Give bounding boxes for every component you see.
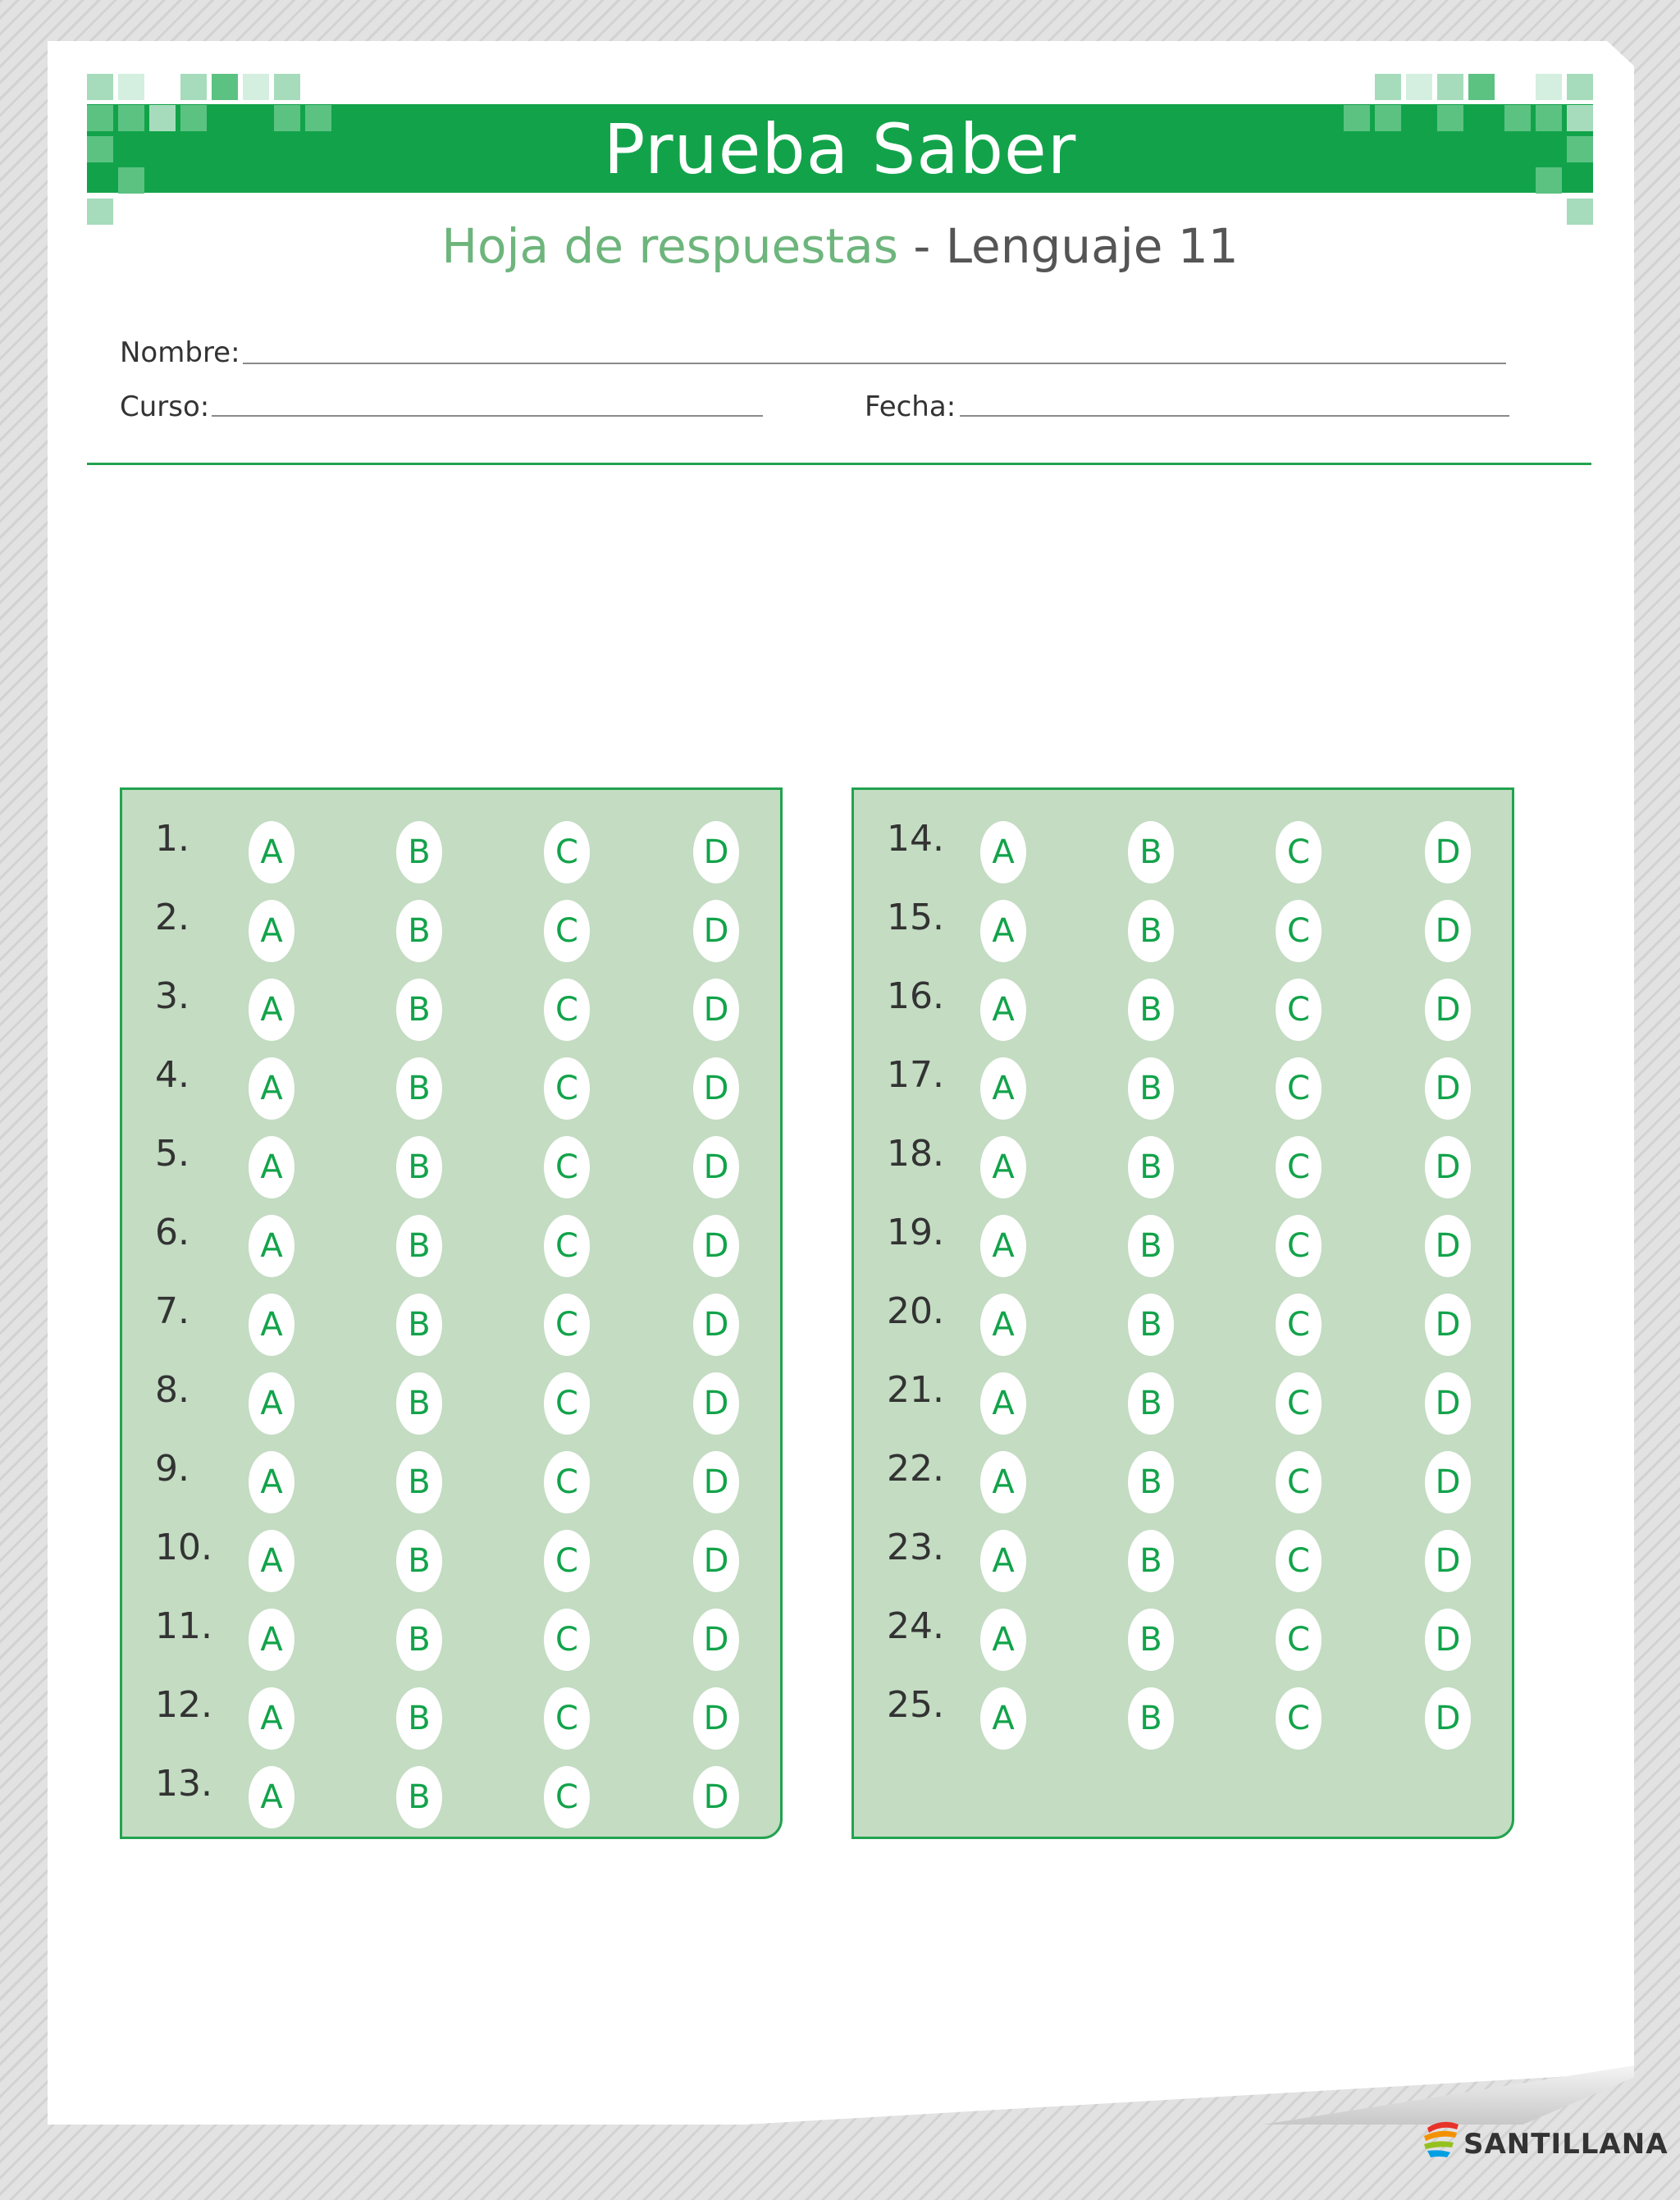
answer-row <box>122 1679 785 1750</box>
answer-bubble-b[interactable]: B <box>1128 1372 1174 1435</box>
answer-bubble-d[interactable]: D <box>1425 1609 1471 1671</box>
answer-bubble-b[interactable]: B <box>396 1215 442 1277</box>
answer-bubble-b[interactable]: B <box>1128 1687 1174 1750</box>
answer-bubble-a[interactable]: A <box>249 900 294 962</box>
question-number: 14. <box>887 818 944 860</box>
answer-bubble-c[interactable]: C <box>1276 1530 1322 1592</box>
answer-bubble-d[interactable]: D <box>693 1451 739 1513</box>
answer-bubble-c[interactable]: C <box>544 1294 590 1356</box>
answer-row <box>122 1600 785 1671</box>
answer-bubble-d[interactable]: D <box>1425 821 1471 883</box>
answer-row <box>122 1285 785 1356</box>
answer-bubble-c[interactable]: C <box>544 1766 590 1828</box>
question-number: 22. <box>887 1448 944 1490</box>
answer-bubble-c[interactable]: C <box>544 900 590 962</box>
answer-bubble-d[interactable]: D <box>1425 1294 1471 1356</box>
answer-row <box>122 1128 785 1198</box>
answer-bubble-a[interactable]: A <box>249 821 294 883</box>
question-number: 17. <box>887 1054 944 1096</box>
answer-row <box>122 1364 785 1435</box>
answer-bubble-a[interactable]: A <box>249 1530 294 1592</box>
answer-row <box>122 1522 785 1592</box>
answer-bubble-c[interactable]: C <box>1276 1372 1322 1435</box>
question-number: 18. <box>887 1133 944 1175</box>
answer-bubble-d[interactable]: D <box>1425 1057 1471 1120</box>
answer-bubble-a[interactable]: A <box>980 979 1026 1041</box>
answer-bubble-b[interactable]: B <box>1128 900 1174 962</box>
answer-bubble-c[interactable]: C <box>1276 1136 1322 1198</box>
answer-bubble-c[interactable]: C <box>544 1372 590 1435</box>
answer-row <box>122 1207 785 1277</box>
answer-row <box>854 1128 1517 1198</box>
answer-bubble-b[interactable]: B <box>396 900 442 962</box>
answer-bubble-d[interactable]: D <box>693 1057 739 1120</box>
answer-bubble-a[interactable]: A <box>980 1215 1026 1277</box>
answer-bubble-b[interactable]: B <box>1128 1294 1174 1356</box>
answer-bubble-b[interactable]: B <box>1128 979 1174 1041</box>
name-label: Nombre: <box>120 336 240 369</box>
answer-bubble-c[interactable]: C <box>1276 1451 1322 1513</box>
answer-bubble-b[interactable]: B <box>1128 1136 1174 1198</box>
answer-row <box>854 1207 1517 1277</box>
answer-bubble-c[interactable]: C <box>1276 1687 1322 1750</box>
answer-bubble-c[interactable]: C <box>544 1687 590 1750</box>
question-number: 25. <box>887 1684 944 1726</box>
answer-bubble-d[interactable]: D <box>693 1372 739 1435</box>
question-number: 19. <box>887 1212 944 1253</box>
answer-bubble-b[interactable]: B <box>396 1057 442 1120</box>
answer-bubble-d[interactable]: D <box>1425 1530 1471 1592</box>
answer-bubble-d[interactable]: D <box>693 979 739 1041</box>
answer-row <box>854 1364 1517 1435</box>
answer-bubble-d[interactable]: D <box>693 1609 739 1671</box>
question-number: 8. <box>155 1369 189 1411</box>
answer-row <box>854 1679 1517 1750</box>
answer-bubble-a[interactable]: A <box>980 1687 1026 1750</box>
answer-bubble-d[interactable]: D <box>693 1766 739 1828</box>
answer-row <box>854 1600 1517 1671</box>
answer-bubble-d[interactable]: D <box>693 900 739 962</box>
question-number: 2. <box>155 897 189 938</box>
answer-bubble-b[interactable]: B <box>396 821 442 883</box>
answer-bubble-c[interactable]: C <box>1276 1215 1322 1277</box>
question-number: 5. <box>155 1133 189 1175</box>
answer-bubble-d[interactable]: D <box>1425 979 1471 1041</box>
question-number: 12. <box>155 1684 212 1726</box>
answer-bubble-a[interactable]: A <box>980 821 1026 883</box>
answer-bubble-a[interactable]: A <box>249 1766 294 1828</box>
answer-bubble-c[interactable]: C <box>544 1215 590 1277</box>
answer-bubble-a[interactable]: A <box>249 1687 294 1750</box>
answer-bubble-b[interactable]: B <box>396 1530 442 1592</box>
answer-bubble-a[interactable]: A <box>980 1057 1026 1120</box>
question-number: 20. <box>887 1290 944 1332</box>
answer-bubble-c[interactable]: C <box>1276 1609 1322 1671</box>
answer-bubble-b[interactable]: B <box>396 1766 442 1828</box>
question-number: 24. <box>887 1605 944 1647</box>
answer-bubble-c[interactable]: C <box>544 1609 590 1671</box>
answer-bubble-a[interactable]: A <box>980 1530 1026 1592</box>
answer-row <box>122 1443 785 1513</box>
answer-bubble-b[interactable]: B <box>1128 1057 1174 1120</box>
page-title: Prueba Saber <box>603 109 1077 189</box>
santillana-logo-text: SANTILLANA <box>1463 2128 1669 2161</box>
answer-bubble-a[interactable]: A <box>980 900 1026 962</box>
question-number: 23. <box>887 1527 944 1568</box>
answer-bubble-d[interactable]: D <box>1425 900 1471 962</box>
answer-bubble-c[interactable]: C <box>544 821 590 883</box>
answer-row <box>854 1049 1517 1120</box>
answer-row <box>122 970 785 1041</box>
answer-bubble-d[interactable]: D <box>1425 1136 1471 1198</box>
answer-bubble-b[interactable]: B <box>1128 1530 1174 1592</box>
answer-bubble-a[interactable]: A <box>980 1136 1026 1198</box>
answer-row <box>854 1522 1517 1592</box>
answer-bubble-c[interactable]: C <box>544 979 590 1041</box>
answer-bubble-b[interactable]: B <box>396 1687 442 1750</box>
question-number: 1. <box>155 818 189 860</box>
subtitle-separator: - <box>897 218 946 274</box>
subtitle-answer-sheet: Hoja de respuestas <box>441 218 898 274</box>
answer-row <box>854 1443 1517 1513</box>
answer-bubble-c[interactable]: C <box>1276 821 1322 883</box>
answer-bubble-b[interactable]: B <box>396 1451 442 1513</box>
answer-bubble-b[interactable]: B <box>396 1609 442 1671</box>
answer-bubble-c[interactable]: C <box>1276 1294 1322 1356</box>
answer-row <box>854 892 1517 962</box>
question-number: 3. <box>155 975 189 1017</box>
course-label: Curso: <box>120 390 210 423</box>
answer-row <box>122 1049 785 1120</box>
answer-bubble-d[interactable]: D <box>693 821 739 883</box>
answer-row <box>122 813 785 883</box>
santillana-logo <box>1421 2116 1669 2169</box>
answer-bubble-d[interactable]: D <box>693 1215 739 1277</box>
answer-row <box>854 813 1517 883</box>
answer-panel-left <box>120 787 783 1839</box>
question-number: 11. <box>155 1605 212 1647</box>
answer-row <box>122 892 785 962</box>
question-number: 15. <box>887 897 944 938</box>
answer-bubble-a[interactable]: A <box>249 1609 294 1671</box>
page-subtitle <box>0 215 1680 277</box>
course-field[interactable] <box>212 415 763 417</box>
date-field[interactable] <box>960 415 1509 417</box>
answer-bubble-a[interactable]: A <box>249 1451 294 1513</box>
answer-bubble-a[interactable]: A <box>980 1609 1026 1671</box>
answer-bubble-d[interactable]: D <box>693 1294 739 1356</box>
answer-row <box>854 1285 1517 1356</box>
question-number: 10. <box>155 1527 212 1568</box>
question-number: 13. <box>155 1763 212 1805</box>
answer-bubble-a[interactable]: A <box>249 1136 294 1198</box>
answer-bubble-b[interactable]: B <box>396 979 442 1041</box>
answer-panel-right <box>851 787 1514 1839</box>
answer-bubble-a[interactable]: A <box>249 1372 294 1435</box>
answer-bubble-d[interactable]: D <box>693 1530 739 1592</box>
answer-bubble-c[interactable]: C <box>544 1136 590 1198</box>
answer-bubble-a[interactable]: A <box>249 1215 294 1277</box>
answer-bubble-d[interactable]: D <box>1425 1215 1471 1277</box>
answer-row <box>854 970 1517 1041</box>
answer-bubble-b[interactable]: B <box>396 1136 442 1198</box>
answer-row <box>122 1758 785 1828</box>
question-number: 16. <box>887 975 944 1017</box>
answer-bubble-b[interactable]: B <box>1128 821 1174 883</box>
answer-bubble-c[interactable]: C <box>544 1451 590 1513</box>
answer-bubble-a[interactable]: A <box>980 1372 1026 1435</box>
name-field[interactable] <box>243 363 1506 364</box>
answer-bubble-d[interactable]: D <box>693 1687 739 1750</box>
answer-bubble-c[interactable]: C <box>544 1530 590 1592</box>
answer-bubble-d[interactable]: D <box>1425 1372 1471 1435</box>
answer-bubble-a[interactable]: A <box>249 1057 294 1120</box>
answer-bubble-a[interactable]: A <box>249 979 294 1041</box>
answer-bubble-a[interactable]: A <box>980 1294 1026 1356</box>
answer-bubble-c[interactable]: C <box>544 1057 590 1120</box>
santillana-logo-icon <box>1421 2116 1462 2169</box>
answer-bubble-c[interactable]: C <box>1276 979 1322 1041</box>
date-label: Fecha: <box>865 390 956 423</box>
header-divider <box>87 463 1591 465</box>
answer-bubble-a[interactable]: A <box>980 1451 1026 1513</box>
answer-bubble-a[interactable]: A <box>249 1294 294 1356</box>
answer-bubble-b[interactable]: B <box>1128 1215 1174 1277</box>
answer-bubble-d[interactable]: D <box>1425 1687 1471 1750</box>
question-number: 7. <box>155 1290 189 1332</box>
answer-bubble-b[interactable]: B <box>396 1294 442 1356</box>
answer-bubble-c[interactable]: C <box>1276 900 1322 962</box>
answer-bubble-b[interactable]: B <box>1128 1451 1174 1513</box>
answer-bubble-d[interactable]: D <box>693 1136 739 1198</box>
question-number: 6. <box>155 1212 189 1253</box>
question-number: 9. <box>155 1448 189 1490</box>
subtitle-subject: Lenguaje 11 <box>945 218 1239 274</box>
answer-bubble-d[interactable]: D <box>1425 1451 1471 1513</box>
answer-bubble-b[interactable]: B <box>1128 1609 1174 1671</box>
question-number: 4. <box>155 1054 189 1096</box>
question-number: 21. <box>887 1369 944 1411</box>
answer-bubble-c[interactable]: C <box>1276 1057 1322 1120</box>
answer-bubble-b[interactable]: B <box>396 1372 442 1435</box>
